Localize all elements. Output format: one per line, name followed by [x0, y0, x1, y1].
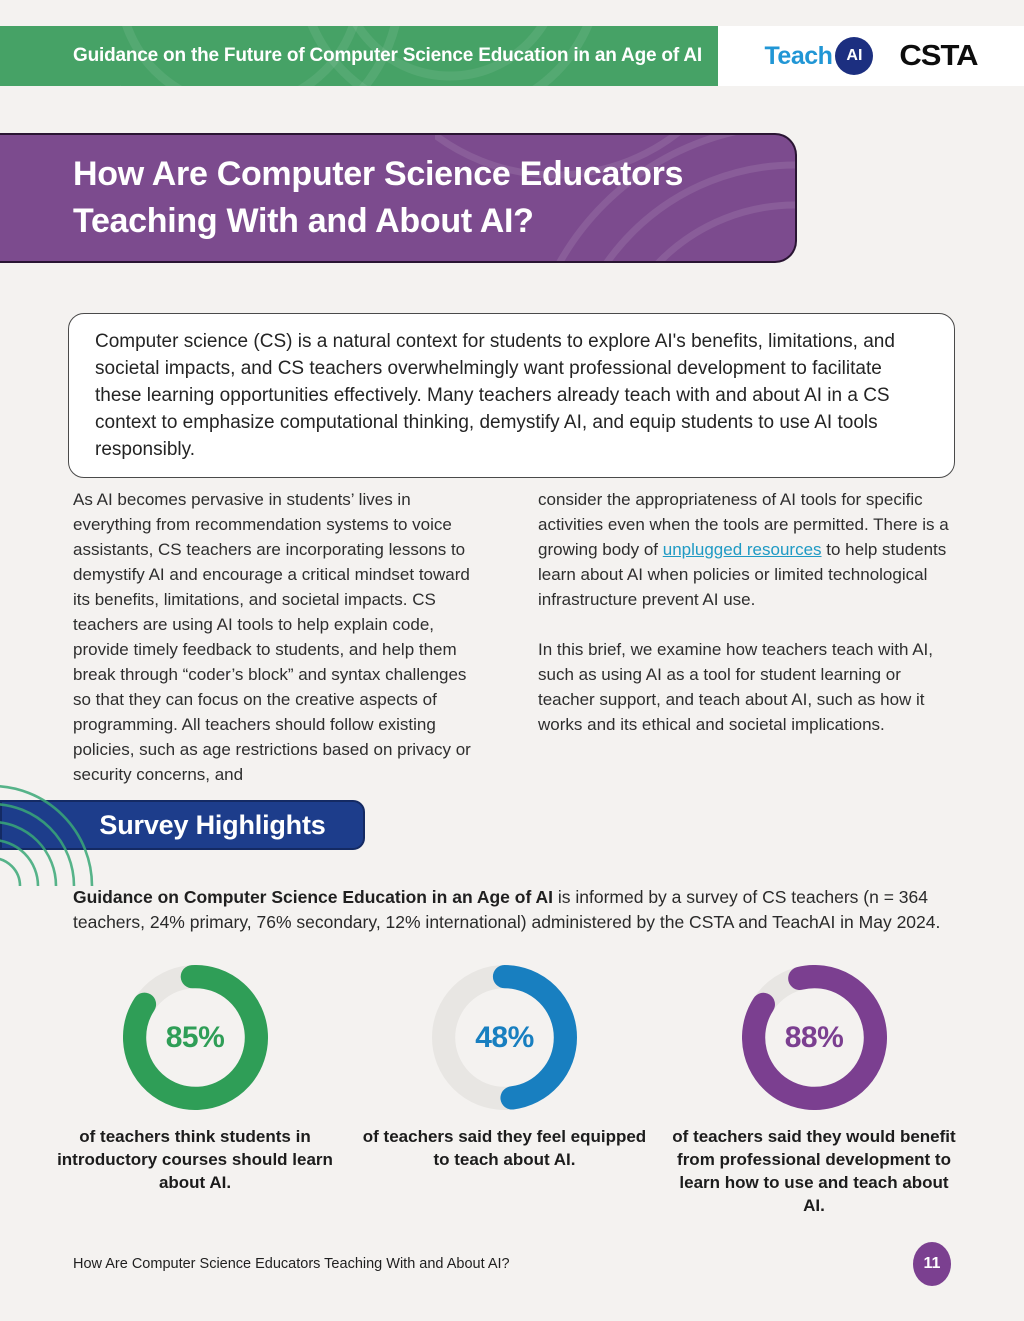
stat-caption: of teachers think students in introductory courses should learn about AI. — [57, 1127, 333, 1192]
summary-callout-box — [68, 313, 955, 478]
stat-professional-development — [664, 965, 964, 1217]
stats-row — [0, 965, 1024, 1217]
survey-intro-bold: Guidance on Computer Science Education in an Age of AI — [73, 887, 554, 907]
page-footer — [73, 1240, 951, 1288]
survey-highlights-label: Survey Highlights — [99, 809, 326, 840]
donut-value-label: 48% — [475, 1020, 534, 1054]
page-heading-line-1: How Are Computer Science Educators — [73, 155, 684, 193]
unplugged-resources-link[interactable]: unplugged resources — [662, 540, 822, 559]
section-banner — [0, 133, 797, 263]
body-column-left — [73, 487, 485, 787]
survey-intro-paragraph — [73, 885, 950, 935]
donut-value-label: 88% — [784, 1020, 844, 1054]
stat-students-should-learn — [45, 965, 345, 1217]
teachai-ai-badge-icon: AI — [835, 37, 873, 75]
body-paragraph — [538, 487, 950, 612]
donut-chart-88 — [742, 965, 887, 1110]
header-green-band — [0, 26, 718, 86]
stat-caption: of teachers said they feel equipped to teach about AI. — [362, 1127, 647, 1169]
teachai-wordmark: Teach — [764, 41, 833, 70]
body-paragraph: As AI becomes pervasive in students’ lives in everything from recommendation systems to voice assistants, CS teachers are incorporating lessons to demystify AI and encourage a critical mindset toward its benefits, limitations, and societal impacts. CS teachers are using AI tools to help explain code, provide timely feedback to students, and help them break through “coder’s block” and syntax challenges so that they can focus on the creative aspects of programming. All teachers should follow existing policies, such as age restrictions based on privacy or security concerns, and — [73, 490, 471, 784]
logo-panel — [718, 26, 1024, 86]
summary-text: Computer science (CS) is a natural context for students to explore AI's benefits, limitations, and societal impacts, and CS teachers overwhelmingly want professional development to facilitate these learning opportunities effectively. Many teachers already teach with and about AI in a CS context to emphasize computational thinking, demystify AI, and equip students to use AI tools responsibly. — [95, 331, 895, 460]
survey-highlights-badge — [0, 800, 365, 850]
paragraph-text: consider the appropriateness of AI tools for specific activities even when the tools are permitted. There is a growing body of — [538, 490, 949, 559]
body-column-right — [538, 487, 950, 787]
donut-chart-48 — [432, 965, 577, 1110]
stat-caption: of teachers said they would benefit from professional development to learn how to use and teach about AI. — [672, 1127, 956, 1215]
csta-logo: CSTA — [899, 39, 978, 72]
top-bar — [0, 26, 1024, 86]
donut-chart-85 — [123, 965, 268, 1110]
body-paragraph: In this brief, we examine how teachers teach with AI, such as using AI as a tool for student learning or teacher support, and teach about AI, such as how it works and its ethical and societal implications. — [538, 640, 933, 734]
teachai-logo — [765, 37, 874, 75]
paragraph-text: to help students learn about AI when policies or limited technological infrastructure prevent AI use. — [538, 540, 947, 609]
donut-value-label: 85% — [165, 1020, 225, 1054]
stat-feel-equipped — [355, 965, 655, 1217]
survey-intro-rest: is informed by a survey of CS teachers (n = 364 teachers, 24% primary, 76% secondary, 12% international) administered by the CSTA and TeachAI in May 2024. — [73, 887, 941, 932]
page-heading-line-2: Teaching With and About AI? — [73, 202, 534, 240]
document-title: Guidance on the Future of Computer Science Education in an Age of AI — [73, 45, 702, 66]
body-columns — [73, 487, 950, 787]
footer-running-title: How Are Computer Science Educators Teaching With and About AI? — [73, 1256, 510, 1272]
page-number-badge: 11 — [913, 1242, 951, 1286]
